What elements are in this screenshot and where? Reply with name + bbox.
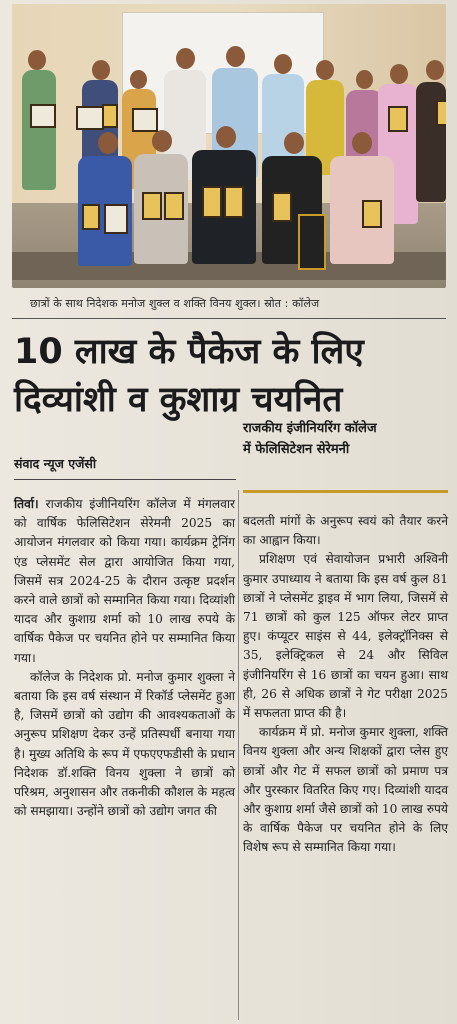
- article-column-1: [14, 495, 235, 821]
- headline: [14, 328, 446, 424]
- accent-rule: [243, 490, 448, 493]
- column-divider: [238, 490, 239, 1020]
- paragraph: बदलती मांगों के अनुरूप स्वयं को तैयार करने का आह्वान किया।: [243, 514, 448, 548]
- dateline: तिर्वा।: [14, 497, 39, 511]
- byline-agency: संवाद न्यूज एजेंसी: [14, 456, 97, 471]
- article-column-2: [243, 512, 448, 858]
- paragraph: कार्यक्रम में प्रो. मनोज कुमार शुक्ला, शक्ति विनय शुक्ला और अन्य शिक्षकों द्वारा प्लेस हुए छात्रों और गेट में सफल छात्रों को प्रमाण पत्र और पुरस्कार वितरित किए गए। दिव्यांशी यादव और कुशाग्र शर्मा जैसे छात्रों को 10 लाख रुपये के वार्षिक पैकेज पर चयनित होने के लिए विशेष रूप से सम्मानित किया गया।: [243, 725, 448, 855]
- paragraph: प्रशिक्षण एवं सेवायोजन प्रभारी अश्विनी कुमार उपाध्याय ने बताया कि इस वर्ष कुल 81 छात्रों ने प्लेसमेंट ड्राइव में भाग लिया, जिसमें से 71 छात्रों को कुल 125 ऑफर लेटर प्राप्त हुए। कंप्यूटर साइंस से 44, इलेक्ट्रॉनिक्स से 35, इलेक्ट्रिकल से 24 और सिविल इंजीनियरिंग से 16 छात्रों का चयन हुआ। साथ ही, 26 से अधिक छात्रों ने गेट परीक्षा 2025 में सफलता प्राप्त की है।: [243, 552, 448, 721]
- paragraph: कॉलेज के निदेशक प्रो. मनोज कुमार शुक्ला ने बताया कि इस वर्ष संस्थान में रिकॉर्ड प्लेसमेंट हुआ है, जिसमें छात्रों को उद्योग की आवश्यकताओं के अनुरूप प्रशिक्षण देकर उन्हें प्रतिस्पर्धी बनाया गया है। मुख्य अतिथि के रूप में एफएएफडीसी के प्रधान निदेशक डॉ.शक्ति विनय शुक्ला ने छात्रों को परिश्रम, अनुशासन और तकनीकी कौशल के महत्व को समझाया। उन्होंने छात्रों को उद्योग जगत की: [14, 669, 235, 819]
- photo-caption: छात्रों के साथ निदेशक मनोज शुक्ल व शक्ति विनय शुक्ल। स्रोत : कॉलेज: [30, 297, 320, 310]
- paragraph-text: राजकीय इंजीनियरिंग कॉलेज में मंगलवार को वार्षिक फेलिसिटेशन सेरेमनी 2025 का आयोजन मंगलवार को किया गया। कार्यक्रम ट्रेनिंग एंड प्लेसमेंट सेल द्वारा आयोजित किया गया, जिसमें सत्र 2024-25 के दौरान उत्कृष्ट प्रदर्शन करने वाले छात्रों को सम्मानित किया गया। दिव्यांशी यादव और कुशाग्र शर्मा को 10 लाख रुपये के वार्षिक पैकेज पर चयनित होने पर सम्मानित किया गया।: [14, 497, 236, 665]
- group-photo: [12, 4, 446, 288]
- headline-line-1: 10 लाख के पैकेज के लिए: [14, 332, 364, 372]
- divider: [12, 318, 446, 319]
- subheadline-line-1: राजकीय इंजीनियरिंग कॉलेज: [243, 421, 377, 436]
- headline-line-2: दिव्यांशी व कुशाग्र चयनित: [14, 380, 343, 420]
- subheadline: [243, 418, 448, 460]
- paragraph: [14, 495, 235, 668]
- divider: [14, 479, 236, 480]
- subheadline-line-2: में फेलिसिटेशन सेरेमनी: [243, 442, 350, 457]
